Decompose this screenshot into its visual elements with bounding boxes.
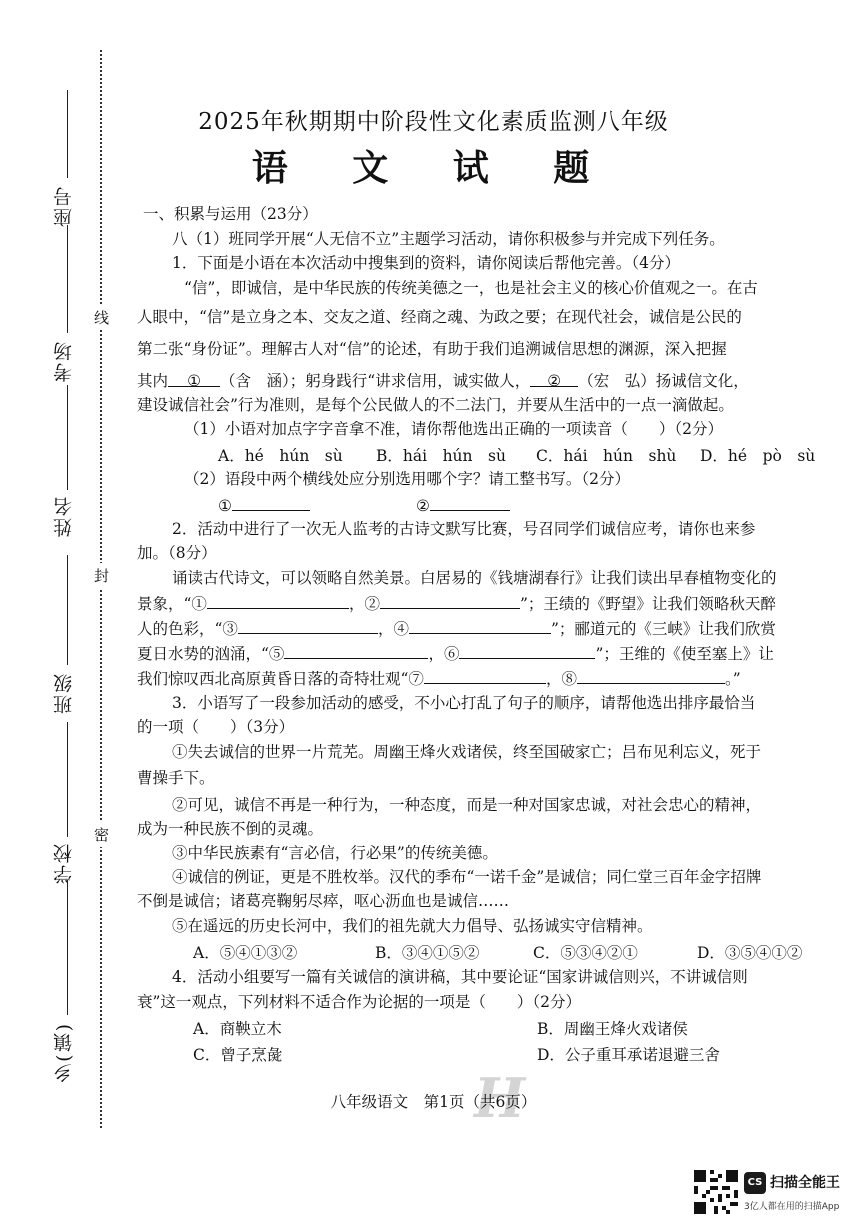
qr-code-icon	[694, 1170, 738, 1214]
answer-line[interactable]	[430, 494, 510, 511]
q2-text: 我们惊叹西北高原黄昏日落的奇特壮观“⑦	[137, 670, 424, 688]
q4-option-d[interactable]: D．公子重耳承诺退避三舍	[537, 1046, 720, 1064]
scanner-tagline: 3亿人都在用的扫描App	[744, 1202, 840, 1212]
township-label: 乡(镇)	[53, 1022, 75, 1083]
name-field[interactable]	[67, 385, 68, 490]
exam-title: 语 文 试 题	[251, 147, 616, 189]
q1-para-line: 人眼中，“信”是立身之本、交友之道、经商之魂、为政之要；在现代社会，诚信是公民的	[137, 308, 742, 326]
q4-stem-cont: 衰”这一观点，下列材料不适合作为论据的一项是（ ）（2分）	[137, 993, 582, 1011]
q3-option-a[interactable]: A．⑤④①③②	[193, 944, 298, 962]
q2-para-line	[137, 617, 827, 640]
seal-line-char: 线	[94, 305, 109, 330]
q1-para-line: 建设诚信社会”行为准则，是每个公民做人的不二法门，并要从生活中的一点一滴做起。	[137, 396, 734, 414]
page-footer: 八年级语文 第1页（共6页）	[330, 1093, 537, 1111]
q3-sentence: 成为一种民族不倒的灵魂。	[137, 820, 324, 838]
exam-room-label: 考场	[53, 340, 75, 382]
q2-para-line	[137, 592, 827, 615]
q3-sentence: ①失去诚信的世界一片荒芜。周幽王烽火戏诸侯，终至国破家亡；吕布见利忘义，死于	[172, 743, 762, 761]
q2-para-line: 诵读古代诗文，可以领略自然美景。白居易的《钱塘湖春行》让我们读出早春植物变化的	[172, 569, 777, 587]
q1-text: 其内	[137, 372, 169, 390]
seat-label: 座号	[53, 185, 75, 227]
q4-stem: 4．活动小组要写一篇有关诚信的演讲稿，其中要论证“国家讲诚信则兴，不讲诚信则	[172, 968, 748, 986]
exam-subtitle: 2025年秋期期中阶段性文化素质监测八年级	[198, 109, 669, 135]
section-intro: 八（1）班同学开展“人无信不立”主题学习活动，请你积极参与并完成下列任务。	[172, 230, 725, 248]
seal-seal-char: 封	[94, 563, 109, 588]
q1-stem: 1．下面是小语在本次活动中搜集到的资料，请你阅读后帮他完善。（4分）	[172, 254, 680, 272]
q1-option-c[interactable]: C．hái hún shù	[536, 447, 677, 465]
class-label: 班级	[53, 672, 75, 714]
q1-option-b[interactable]: B．hái hún sù	[376, 447, 506, 465]
section-heading: 一、积累与运用（23分）	[143, 205, 318, 223]
q2-stem: 2．活动中进行了一次无人监考的古诗文默写比赛，号召同学们诚信应考，请你也来参	[172, 520, 756, 538]
q4-option-c[interactable]: C．曾子烹彘	[193, 1046, 283, 1064]
q3-option-c[interactable]: C．⑤③④②①	[533, 944, 638, 962]
q3-option-b[interactable]: B．③④①⑤②	[375, 944, 480, 962]
q1-blank-1[interactable]	[168, 370, 220, 390]
q1-option-a[interactable]: A．hé hún sù	[218, 447, 343, 465]
q2-text: 景象，“①	[137, 595, 207, 613]
school-label: 学校	[53, 842, 75, 884]
q2-blank-2[interactable]	[380, 592, 520, 609]
q2-stem-cont: 加。（8分）	[137, 544, 217, 562]
blank-number: ①	[187, 372, 201, 390]
q2-blank-8[interactable]	[577, 667, 725, 684]
q1-text: （宏 弘）扬诚信文化，	[578, 372, 749, 390]
q3-stem: 3．小语写了一段参加活动的感受，不小心打乱了句子的顺序，请帮他选出排序最恰当	[172, 694, 756, 712]
class-field[interactable]	[67, 555, 68, 665]
q2-text: 。”	[724, 670, 741, 688]
q2-blank-7[interactable]	[424, 667, 546, 684]
seal-secret-char: 密	[94, 822, 109, 847]
q3-sentence: ④诚信的例证，更是不胜枚举。汉代的季布“一诺千金”是诚信；同仁堂三百年金字招牌	[172, 868, 762, 886]
cs-logo-icon: CS	[744, 1172, 766, 1194]
q1-sub2: （2）语段中两个横线处应分别选用哪个字？请工整书写。（2分）	[184, 470, 630, 488]
q2-blank-3[interactable]	[238, 617, 378, 634]
exam-room-field[interactable]	[67, 225, 68, 333]
township-field[interactable]	[67, 880, 68, 1015]
q2-text: ”；王绩的《野望》让我们领略秋天醉	[519, 595, 776, 613]
q3-sentence: 不倒是诚信；诸葛亮鞠躬尽瘁，呕心沥血也是诚信……	[137, 892, 510, 910]
q1-answer-1[interactable]	[218, 494, 310, 515]
scanner-brand-name: 扫描全能王	[770, 1175, 840, 1191]
answer-number: ①	[218, 497, 232, 515]
q2-text: ”；王维的《使至塞上》让	[595, 645, 774, 663]
q4-option-a[interactable]: A．商鞅立木	[193, 1020, 282, 1038]
q1-answer-2[interactable]	[416, 494, 510, 515]
q2-text: ，⑥	[428, 645, 460, 663]
q2-para-line	[137, 642, 827, 665]
school-field[interactable]	[67, 722, 68, 837]
q1-blank-2[interactable]	[530, 370, 578, 390]
q2-text: ，④	[377, 620, 409, 638]
q3-sentence: ③中华民族素有“言必信，行必果”的传统美德。	[172, 844, 498, 862]
q3-sentence: 曹操手下。	[137, 769, 215, 787]
q3-stem-cont: 的一项（ ）（3分）	[137, 718, 295, 736]
q3-option-d[interactable]: D．③⑤④①②	[697, 944, 803, 962]
q2-blank-5[interactable]	[284, 642, 428, 659]
q2-blank-1[interactable]	[207, 592, 349, 609]
q2-blank-6[interactable]	[459, 642, 595, 659]
name-label: 姓名	[53, 495, 75, 537]
q2-para-line	[137, 667, 827, 690]
q2-text: ，②	[348, 595, 380, 613]
blank-number: ②	[547, 372, 562, 390]
q1-para-line: “信”，即诚信，是中华民族的传统美德之一，也是社会主义的核心价值观之一。在古	[184, 279, 758, 297]
q1-option-d[interactable]: D．hé pò sù	[700, 447, 816, 465]
q1-para-line: 第二张“身份证”。理解古人对“信”的论述，有助于我们追溯诚信思想的渊源，深入把握	[137, 340, 727, 358]
binding-dotted-line	[100, 50, 102, 1128]
q2-blank-4[interactable]	[409, 617, 551, 634]
q3-sentence: ⑤在遥远的历史长河中，我们的祖先就大力倡导、弘扬诚实守信精神。	[172, 917, 653, 935]
answer-number: ②	[416, 497, 430, 515]
q3-sentence: ②可见，诚信不再是一种行为，一种态度，而是一种对国家忠诚，对社会忠心的精神，	[172, 796, 762, 814]
watermark-letter: H	[474, 1066, 522, 1130]
q1-para-line	[137, 370, 827, 392]
q2-text: 人的色彩，“③	[137, 620, 238, 638]
q2-text: 夏日水势的汹涌，“⑤	[137, 645, 285, 663]
q2-text: ，⑧	[545, 670, 577, 688]
answer-line[interactable]	[232, 494, 310, 511]
q2-text: ”；郦道元的《三峡》让我们欣赏	[550, 620, 776, 638]
q4-option-b[interactable]: B．周幽王烽火戏诸侯	[537, 1020, 688, 1038]
q1-text: （含 涵）；躬身践行“讲求信用，诚实做人，	[220, 372, 531, 390]
q1-sub1: （1）小语对加点字字音拿不准，请你帮他选出正确的一项读音（ ）（2分）	[184, 420, 723, 438]
